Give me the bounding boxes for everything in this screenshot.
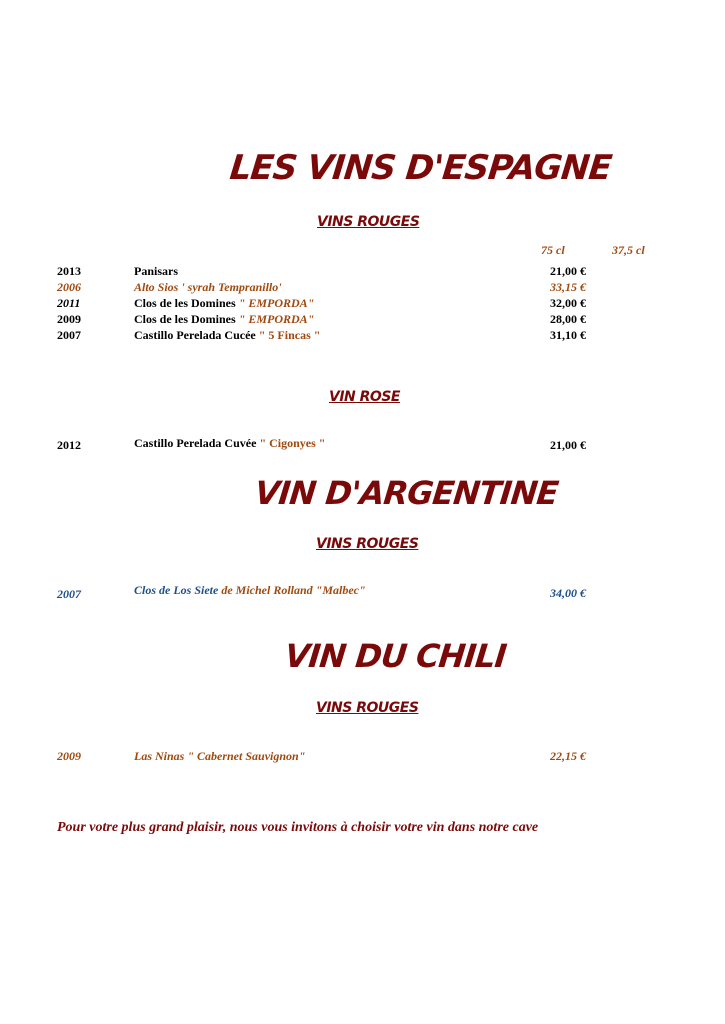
subtitle-spain-rose: VIN ROSE xyxy=(329,389,400,405)
subtitle-argentina-red: VINS ROUGES xyxy=(316,536,419,552)
wine-year: 2007 xyxy=(57,328,81,342)
wine-year: 2013 xyxy=(57,264,81,278)
wine-name xyxy=(134,583,366,598)
title-argentina: VIN D'ARGENTINE xyxy=(253,474,560,512)
wine-name xyxy=(134,296,314,311)
wine-year: 2006 xyxy=(57,280,81,294)
wine-name xyxy=(134,312,314,327)
wine-name xyxy=(134,328,320,343)
wine-region: " 5 Fincas " xyxy=(258,328,321,342)
wine-row xyxy=(0,436,725,452)
wine-price: 21,00 € xyxy=(550,264,586,278)
wine-year: 2007 xyxy=(57,587,81,601)
wine-name xyxy=(134,436,325,451)
wine-row xyxy=(0,583,725,599)
wine-year: 2009 xyxy=(57,749,81,763)
wine-row xyxy=(0,328,725,344)
wine-region: " EMPORDA" xyxy=(238,312,315,326)
wine-year: 2011 xyxy=(57,296,81,310)
subtitle-chile-red: VINS ROUGES xyxy=(316,700,419,716)
wine-name-text: Castillo Perelada Cuvée xyxy=(134,436,260,450)
wine-name-text: Clos de Los Siete xyxy=(134,583,222,597)
wine-price: 31,10 € xyxy=(550,328,586,342)
wine-price: 33,15 € xyxy=(550,280,586,294)
wine-year: 2012 xyxy=(57,438,81,452)
title-chile: VIN DU CHILI xyxy=(283,637,508,675)
subtitle-spain-red: VINS ROUGES xyxy=(317,214,420,230)
wine-name-text: Clos de les Domines xyxy=(134,296,239,310)
wine-price: 32,00 € xyxy=(550,296,586,310)
wine-name: Alto Sios ' syrah Tempranillo' xyxy=(134,280,282,294)
wine-year: 2009 xyxy=(57,312,81,326)
column-header-37-5cl: 37,5 cl xyxy=(612,243,645,257)
wine-row xyxy=(0,296,725,312)
wine-price: 22,15 € xyxy=(550,749,586,763)
column-header-75cl: 75 cl xyxy=(541,243,565,257)
wine-region: " Cigonyes " xyxy=(259,436,326,450)
wine-name-text: Castillo Perelada Cucée xyxy=(134,328,259,342)
footer-note: Pour votre plus grand plaisir, nous vous invitons à choisir votre vin dans notre cave xyxy=(57,820,539,835)
wine-row xyxy=(0,749,725,765)
wine-price: 21,00 € xyxy=(550,438,586,452)
wine-row xyxy=(0,312,725,328)
wine-row xyxy=(0,280,725,296)
wine-name: Panisars xyxy=(134,264,179,278)
wine-region: " EMPORDA" xyxy=(238,296,315,310)
wine-name: Las Ninas " Cabernet Sauvignon" xyxy=(134,749,306,763)
wine-price: 34,00 € xyxy=(550,586,586,600)
title-spain: LES VINS D'ESPAGNE xyxy=(227,148,614,188)
wine-price: 28,00 € xyxy=(550,312,586,326)
wine-row xyxy=(0,264,725,280)
wine-name-text: Clos de les Domines xyxy=(134,312,239,326)
wine-region: de Michel Rolland "Malbec" xyxy=(221,583,366,597)
